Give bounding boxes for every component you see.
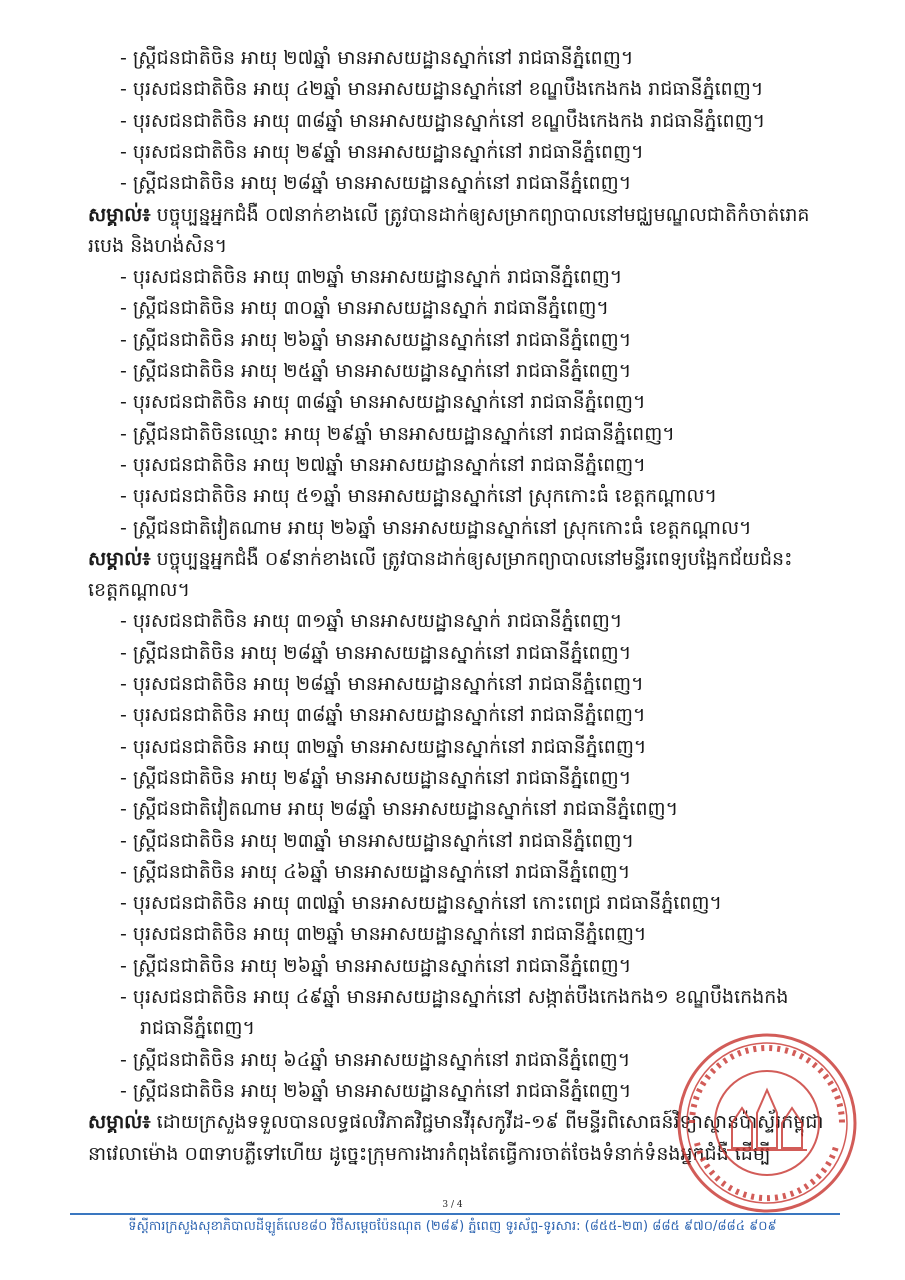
list-item: - ស្ត្រីជនជាតិចិន អាយុ ២៦ឆ្នាំ មានអាសយដ្ឋានស្នាក់នៅ រាជធានីភ្នំពេញ។ xyxy=(120,1079,632,1102)
note-label: សម្គាល់៖ xyxy=(88,547,151,570)
list-item: - ស្ត្រីជនជាតិចិន អាយុ ៤៦ឆ្នាំ មានអាសយដ្ឋានស្នាក់នៅ រាជធានីភ្នំពេញ។ xyxy=(120,860,631,883)
footer-divider xyxy=(70,1213,840,1215)
list-item: - បុរសជនជាតិចិន អាយុ ២៧ឆ្នាំ មានអាសយដ្ឋានស្នាក់នៅ រាជធានីភ្នំពេញ។ xyxy=(120,453,646,476)
note-paragraph xyxy=(88,546,792,572)
list-item: - បុរសជនជាតិចិន អាយុ ៣៨ឆ្នាំ មានអាសយដ្ឋានស្នាក់នៅ រាជធានីភ្នំពេញ។ xyxy=(120,391,646,414)
list-item: - បុរសជនជាតិចិន អាយុ ៥១ឆ្នាំ មានអាសយដ្ឋានស្នាក់នៅ ស្រុកកោះធំ ខេត្តកណ្ដាល។ xyxy=(120,485,718,508)
continuation-line: ខេត្តកណ្ដាល។ xyxy=(88,579,191,602)
list-item: - ស្ត្រីជនជាតិចិន អាយុ ៦៤ឆ្នាំ មានអាសយដ្ឋានស្នាក់នៅ រាជធានីភ្នំពេញ។ xyxy=(120,1048,631,1071)
note-text: បច្ចុប្បន្នអ្នកជំងឺ ០៧នាក់ខាងលើ ត្រូវបានដាក់ឲ្យសម្រាកព្យាបាលនៅមជ្ឈមណ្ឌលជាតិកំចាត់រោគ xyxy=(150,203,810,226)
note-text: បច្ចុប្បន្នអ្នកជំងឺ ០៩នាក់ខាងលើ ត្រូវបានដាក់ឲ្យសម្រាកព្យាបាលនៅមន្ទីរពេទ្យបង្អែកជ័យជំនះ xyxy=(150,547,793,570)
list-item: - ស្ត្រីជនជាតិចិន អាយុ ២៧ឆ្នាំ មានអាសយដ្ឋានស្នាក់នៅ រាជធានីភ្នំពេញ។ xyxy=(120,47,634,69)
list-item: - បុរសជនជាតិចិន អាយុ ៣៧ឆ្នាំ មានអាសយដ្ឋានស្នាក់នៅ កោះពេជ្រ រាជធានីភ្នំពេញ។ xyxy=(120,892,722,915)
note-label: សម្គាល់៖ xyxy=(88,1111,151,1134)
continuation-line: របេង និងហង់សិន។ xyxy=(88,234,228,257)
list-item: - ស្ត្រីជនជាតិចិន អាយុ ២៨ឆ្នាំ មានអាសយដ្ឋានស្នាក់នៅ រាជធានីភ្នំពេញ។ xyxy=(120,641,632,664)
list-item: - ស្ត្រីជនជាតិចិន អាយុ ២៦ឆ្នាំ មានអាសយដ្ឋានស្នាក់នៅ រាជធានីភ្នំពេញ។ xyxy=(120,954,632,977)
continuation-line: នាវេលាម៉ោង ០៣ទាបភ្លឺទៅហើយ ដូច្នេះក្រុមការងារកំពុងតែធ្វើការចាត់ចែងទំនាក់ទំនងអ្នកជំងឺ ដើម្បី xyxy=(88,1142,771,1165)
list-item: - បុរសជនជាតិចិន អាយុ ៣១ឆ្នាំ មានអាសយដ្ឋានស្នាក់ រាជធានីភ្នំពេញ។ xyxy=(120,610,623,633)
list-item: - ស្ត្រីជនជាតិចិន អាយុ ២៩ឆ្នាំ មានអាសយដ្ឋានស្នាក់នៅ រាជធានីភ្នំពេញ។ xyxy=(120,766,632,789)
list-item: - បុរសជនជាតិចិន អាយុ ២៨ឆ្នាំ មានអាសយដ្ឋានស្នាក់នៅ រាជធានីភ្នំពេញ។ xyxy=(120,673,644,695)
list-item: - បុរសជនជាតិចិន អាយុ ៣៨ឆ្នាំ មានអាសយដ្ឋានស្នាក់នៅ ខណ្ឌបឹងកេងកង រាជធានីភ្នំពេញ។ xyxy=(120,109,766,132)
note-paragraph xyxy=(88,202,809,228)
note-text: ដោយក្រសួងទទួលបានលទ្ធផលវិភាគវិជ្ជមានវីរុសកូវីដ-១៩ ពីមន្ទីរពិសោធន៍វិទ្យាស្ថានប៉ាស្ទ័រកម្ពុជា xyxy=(150,1111,824,1134)
official-seal xyxy=(672,1028,862,1218)
list-item: - ស្ត្រីជនជាតិចិន អាយុ ២៨ឆ្នាំ មានអាសយដ្ឋានស្នាក់នៅ រាជធានីភ្នំពេញ។ xyxy=(120,172,632,195)
list-item: - បុរសជនជាតិចិន អាយុ ៣២ឆ្នាំ មានអាសយដ្ឋានស្នាក់ រាជធានីភ្នំពេញ។ xyxy=(120,266,623,289)
list-item: - បុរសជនជាតិចិន អាយុ ៤៩ឆ្នាំ មានអាសយដ្ឋានស្នាក់នៅ សង្កាត់បឹងកេងកង១ ខណ្ឌបឹងកេងកង xyxy=(120,986,789,1008)
list-item: - ស្ត្រីជនជាតិវៀតណាម អាយុ ២៦ឆ្នាំ មានអាសយដ្ឋានស្នាក់នៅ ស្រុកកោះធំ ខេត្តកណ្ដាល។ xyxy=(120,516,752,539)
list-item: - បុរសជនជាតិចិន អាយុ ៣២ឆ្នាំ មានអាសយដ្ឋានស្នាក់នៅ រាជធានីភ្នំពេញ។ xyxy=(120,923,647,946)
list-item: - ស្ត្រីជនជាតិចិនឈ្មោះ អាយុ ២៩ឆ្នាំ មានអាសយដ្ឋានស្នាក់នៅ រាជធានីភ្នំពេញ។ xyxy=(120,422,675,445)
list-item: - បុរសជនជាតិចិន អាយុ ៣២ឆ្នាំ មានអាសយដ្ឋានស្នាក់នៅ រាជធានីភ្នំពេញ។ xyxy=(120,735,647,758)
footer-address: ទីស្ដីការក្រសួងសុខាភិបាលដីឡូត៍លេខ៨០ វិថីសម្ដេចប៉ែនណុត (២៨៩) ភ្នំពេញ ទូរស័ព្ទ-ទូរសារ: (៨៥៥-២៣) ៨៨៥ ៩៧០/៨៨៤ ៩០៩ xyxy=(128,1219,777,1234)
list-item: - ស្ត្រីជនជាតិចិន អាយុ ៣០ឆ្នាំ មានអាសយដ្ឋានស្នាក់ រាជធានីភ្នំពេញ។ xyxy=(120,297,609,320)
list-item: - ស្ត្រីជនជាតិចិន អាយុ ២៥ឆ្នាំ មានអាសយដ្ឋានស្នាក់នៅ រាជធានីភ្នំពេញ។ xyxy=(120,360,632,382)
list-item: - បុរសជនជាតិចិន អាយុ ៤២ឆ្នាំ មានអាសយដ្ឋានស្នាក់នៅ ខណ្ឌបឹងកេងកង រាជធានីភ្នំពេញ។ xyxy=(120,78,764,101)
page-number: 3 / 4 xyxy=(442,1200,463,1210)
list-item: - ស្ត្រីជនជាតិវៀតណាម អាយុ ២៨ឆ្នាំ មានអាសយដ្ឋានស្នាក់នៅ រាជធានីភ្នំពេញ។ xyxy=(120,798,679,821)
list-item: - ស្ត្រីជនជាតិចិន អាយុ ២៣ឆ្នាំ មានអាសយដ្ឋានស្នាក់នៅ រាជធានីភ្នំពេញ។ xyxy=(120,829,635,852)
list-item: - ស្ត្រីជនជាតិចិន អាយុ ២៦ឆ្នាំ មានអាសយដ្ឋានស្នាក់នៅ រាជធានីភ្នំពេញ។ xyxy=(120,328,632,351)
list-item: - បុរសជនជាតិចិន អាយុ ២៩ឆ្នាំ មានអាសយដ្ឋានស្នាក់នៅ រាជធានីភ្នំពេញ។ xyxy=(120,140,644,163)
list-item: - បុរសជនជាតិចិន អាយុ ៣៨ឆ្នាំ មានអាសយដ្ឋានស្នាក់នៅ រាជធានីភ្នំពេញ។ xyxy=(120,704,646,727)
note-label: សម្គាល់៖ xyxy=(88,203,151,226)
continuation-line: រាជធានីភ្នំពេញ។ xyxy=(140,1017,256,1040)
